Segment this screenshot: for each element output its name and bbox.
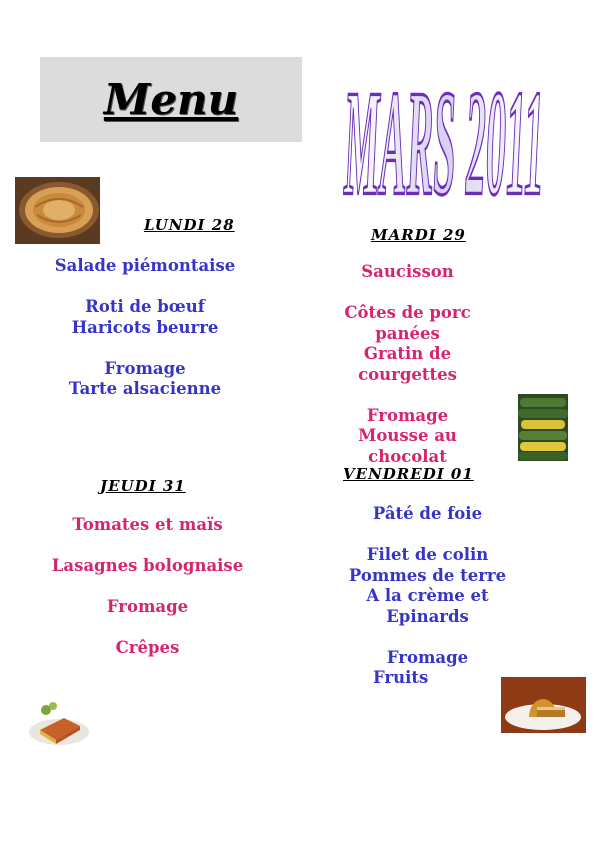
dish: Lasagnes bolognaise	[51, 556, 244, 575]
day-heading-vendredi: VENDREDI 01	[343, 465, 474, 483]
dish: Salade piémontaise	[54, 256, 236, 275]
lasagna-photo	[26, 696, 92, 752]
dishes-jeudi	[40, 515, 255, 659]
courgette-photo	[518, 394, 568, 461]
tart-photo	[15, 177, 100, 244]
dish: Fromage	[106, 597, 189, 616]
dish: Côtes de porc panées	[344, 303, 471, 343]
dish: Fromage	[104, 358, 186, 378]
dishes-mardi	[315, 262, 500, 467]
dish: Fromage	[386, 647, 469, 667]
dish: Fromage	[366, 405, 449, 425]
dish: Fruits	[373, 668, 429, 687]
day-heading-lundi: LUNDI 28	[144, 216, 235, 234]
dish: Mousse au	[358, 426, 457, 445]
dish: Filet de colin	[366, 545, 489, 564]
dish: Epinards	[386, 606, 469, 626]
day-heading-jeudi: JEUDI 31	[100, 477, 186, 495]
month-heading	[338, 80, 558, 205]
month-text: MARS 2011	[343, 80, 544, 205]
dish: Crêpes	[115, 638, 180, 657]
day-heading-mardi: MARDI 29	[371, 226, 466, 244]
dish: Haricots beurre	[71, 317, 219, 337]
dish: Tomates et maïs	[72, 515, 223, 534]
dishes-lundi	[40, 256, 250, 400]
dish: A la crème et	[366, 586, 489, 605]
dish: chocolat	[368, 446, 447, 466]
dish: Tarte alsacienne	[68, 379, 222, 398]
dishes-vendredi	[340, 504, 515, 689]
dish: Pâté de foie	[372, 504, 483, 523]
dish: Gratin de courgettes	[358, 344, 457, 384]
menu-title: Menu	[103, 75, 239, 124]
dish: Roti de bœuf	[85, 297, 205, 316]
dish: Pommes de terre	[348, 565, 507, 585]
dish: Saucisson	[361, 262, 454, 281]
